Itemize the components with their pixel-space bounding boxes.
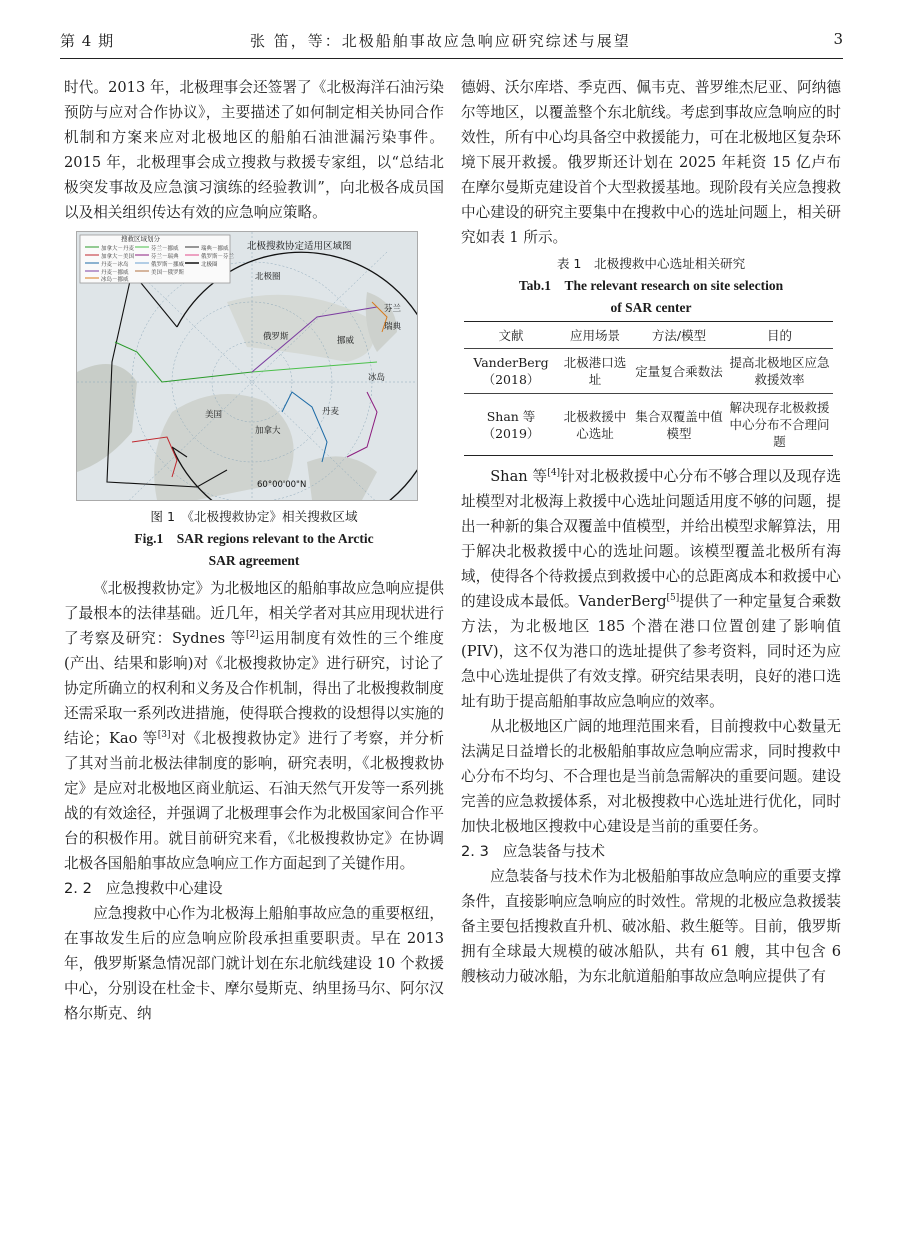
map-title: 北极搜救协定适用区域图 (247, 241, 352, 252)
citation-5[interactable]: [5] (666, 593, 680, 604)
table-cell: 提高北极地区应急救援效率 (726, 349, 833, 394)
citation-4[interactable]: [4] (547, 468, 561, 479)
table-cell: VanderBerg（2018） (464, 349, 558, 394)
figure-caption-en-2: SAR agreement (208, 553, 300, 568)
legend-item: 芬兰－挪威 (151, 246, 179, 252)
site-selection-table (464, 321, 833, 456)
table-caption-en-2: of SAR center (610, 300, 692, 315)
issue-number: 第 4 期 (60, 32, 115, 50)
label-norway: 挪威 (337, 336, 355, 346)
section-title: 应急装备与技术 (502, 843, 606, 860)
section-2-2-heading (64, 876, 444, 901)
legend-item: 丹麦－挪威 (101, 270, 129, 276)
legend-item: 冰岛－挪威 (101, 277, 129, 283)
legend-item: 美国－俄罗斯 (151, 270, 185, 276)
legend-item: 芬兰－瑞典 (151, 254, 179, 260)
legend-item: 加拿大－丹麦 (101, 246, 135, 252)
sar-region-map (76, 231, 418, 501)
label-finland: 芬兰 (384, 304, 402, 314)
table-row (464, 349, 833, 394)
continuation-paragraph: 德姆、沃尔库塔、季克西、佩韦克、普罗维杰尼亚、阿纳德尔等地区，以覆盖整个东北航线。考虑到事故应急响应的时效性，所有中心均具备空中救援能力，可在北极地区复杂环境下展开救援。俄罗斯还计划在 2025 年耗资 15 亿卢布在摩尔曼斯克建设首个大型救援基地。现阶段有关应急搜救中心建设的研究主要集中在搜救中心的选址问题上，相关研究如表 1 所示。 (461, 79, 841, 246)
figure-caption-cn: 图 1 《北极搜救协定》相关搜救区域 (150, 509, 358, 524)
shan-paragraph (461, 464, 841, 714)
legend-item: 北极圈 (201, 262, 218, 268)
legend-item: 俄罗斯－芬兰 (201, 254, 235, 260)
table-cell: 集合双覆盖中值模型 (632, 394, 726, 456)
rescue-center-paragraph: 应急搜救中心作为北极海上船舶事故应急的重要枢纽，在事故发生后的应急响应阶段承担重要职责。早在 2013 年，俄罗斯紧急情况部门就计划在东北航线建设 10 个救援中心，分别设在杜金卡、摩尔曼斯克、纳里扬马尔、阿尔汉格尔斯克、纳 (64, 905, 444, 1022)
section-title: 应急搜救中心建设 (105, 880, 223, 897)
para1-text-a: 《北极搜救协定》为北极地区的船舶事故应急响应提供了最根本的法律基础。近几年，相关学者对其应用现状进行了考察及研究：Sydnes 等 (64, 580, 444, 647)
legend-item: 瑞典－挪威 (201, 246, 229, 252)
page-number: 3 (833, 30, 843, 48)
citation-3[interactable]: [3] (157, 730, 171, 741)
citation-2[interactable]: [2] (246, 630, 259, 641)
table-header-row (464, 322, 833, 349)
left-column (64, 75, 444, 1026)
legend-item: 俄罗斯－挪威 (151, 262, 185, 268)
col-header-purpose: 目的 (726, 322, 833, 349)
sar-agreement-paragraph (64, 576, 444, 876)
label-usa: 美国 (205, 410, 223, 420)
legend-item: 丹麦－冰岛 (101, 262, 129, 268)
running-title: 张 笛，等：北极船舶事故应急响应研究综述与展望 (250, 32, 631, 50)
label-sweden: 瑞典 (384, 322, 402, 332)
para3-text-a: Shan 等 (490, 468, 548, 485)
figure-caption-en-1: Fig.1 SAR regions relevant to the Arctic (134, 531, 374, 546)
col-header-reference: 文献 (464, 322, 558, 349)
table-caption-cn: 表 1 北极搜救中心选址相关研究 (556, 256, 746, 271)
para1-text-b: 运用制度有效性的三个维度(产出、结果和影响)对《北极搜救协定》进行研究，讨论了协定所确立的权利和义务及合作机制，得出了北极搜救制度还需采取一系列改进措施，使得联合搜救的设想得以实施的结论；Kao 等 (64, 630, 444, 747)
para1-text-c: 对《北极搜救协定》进行了考察，并分析了其对当前北极法律制度的影响，研究表明，《北极搜救协定》是应对北极地区商业航运、石油天然气开发等一系列挑战的有效途径，并强调了北极理事会作为北极国家间合作平台的积极作用。就目前研究来看，《北极搜救协定》在协调北极各国船舶事故应急响应工作方面起到了关键作用。 (64, 730, 444, 872)
legend-title: 搜救区域划分 (121, 235, 160, 243)
section-number: 2. 2 (64, 880, 92, 897)
label-arctic-circle: 北极圈 (255, 272, 281, 282)
table-cell: Shan 等（2019） (464, 394, 558, 456)
right-column (461, 75, 841, 989)
section-2-3-heading (461, 839, 841, 864)
table-row (464, 394, 833, 456)
geography-paragraph: 从北极地区广阔的地理范围来看，目前搜救中心数量无法满足日益增长的北极船舶事故应急响应需求，同时搜救中心分布不均匀、不合理也是当前急需解决的重要问题。建设完善的应急救援体系，对北极搜救中心选址进行优化，同时加快北极地区搜救中心建设是当前的重要任务。 (461, 718, 841, 835)
label-canada: 加拿大 (255, 426, 281, 436)
equipment-paragraph: 应急装备与技术作为北极船舶事故应急响应的重要支撑条件，直接影响应急响应的时效性。常规的北极应急救援装备主要包括搜救直升机、破冰船、救生艇等。目前，俄罗斯拥有全球最大规模的破冰船队，共有 61 艘，其中包含 6 艘核动力破冰船，为东北航道船舶事故应急响应提供了有 (461, 868, 841, 985)
table-cell: 北极港口选址 (558, 349, 632, 394)
col-header-method: 方法/模型 (632, 322, 726, 349)
col-header-scenario: 应用场景 (558, 322, 632, 349)
label-russia: 俄罗斯 (263, 332, 289, 342)
table-cell: 北极救援中心选址 (558, 394, 632, 456)
table-cell: 定量复合乘数法 (632, 349, 726, 394)
table-cell: 解决现存北极救援中心分布不合理问题 (726, 394, 833, 456)
legend-item: 加拿大－美国 (101, 254, 135, 260)
running-header (60, 18, 843, 59)
para3-text-c: 提供了一种定量复合乘数方法，为北极地区 185 个潜在港口位置创建了影响值(PIV)，这不仅为港口的选址提供了参考资料，同时还为应急中心选址提供了有效支撑。研究结果表明，良好的港口选址有助于提高船舶事故应急响应的效率。 (461, 593, 841, 710)
label-denmark: 丹麦 (322, 407, 340, 417)
intro-paragraph: 时代。2013 年，北极理事会还签署了《北极海洋石油污染预防与应对合作协议》，主要描述了如何制定相关协同合作机制和方案来应对北极地区的船舶石油泄漏污染事件。2015 年，北极理事会成立搜救与救援专家组，以“总结北极突发事故及应急演习演练的经验教训”，向北极各成员国以及相关组织传达有效的应急响应策略。 (64, 79, 444, 221)
label-latitude: 60°00'00"N (257, 480, 307, 490)
section-number: 2. 3 (461, 843, 489, 860)
para3-text-b: 针对北极救援中心分布不够合理以及现存选址模型对北极海上救援中心选址问题适用度不够的问题，提出一种新的集合双覆盖中值模型，并给出模型求解算法，用于解决北极救援中心的选址问题。该模型覆盖北极所有海域，使得各个待救援点到救援中心的总距离成本和救援中心的建设成本最低。VanderBerg (461, 468, 841, 610)
table-caption-en-1: Tab.1 The relevant research on site selection (518, 278, 784, 293)
label-iceland: 冰岛 (368, 373, 386, 383)
